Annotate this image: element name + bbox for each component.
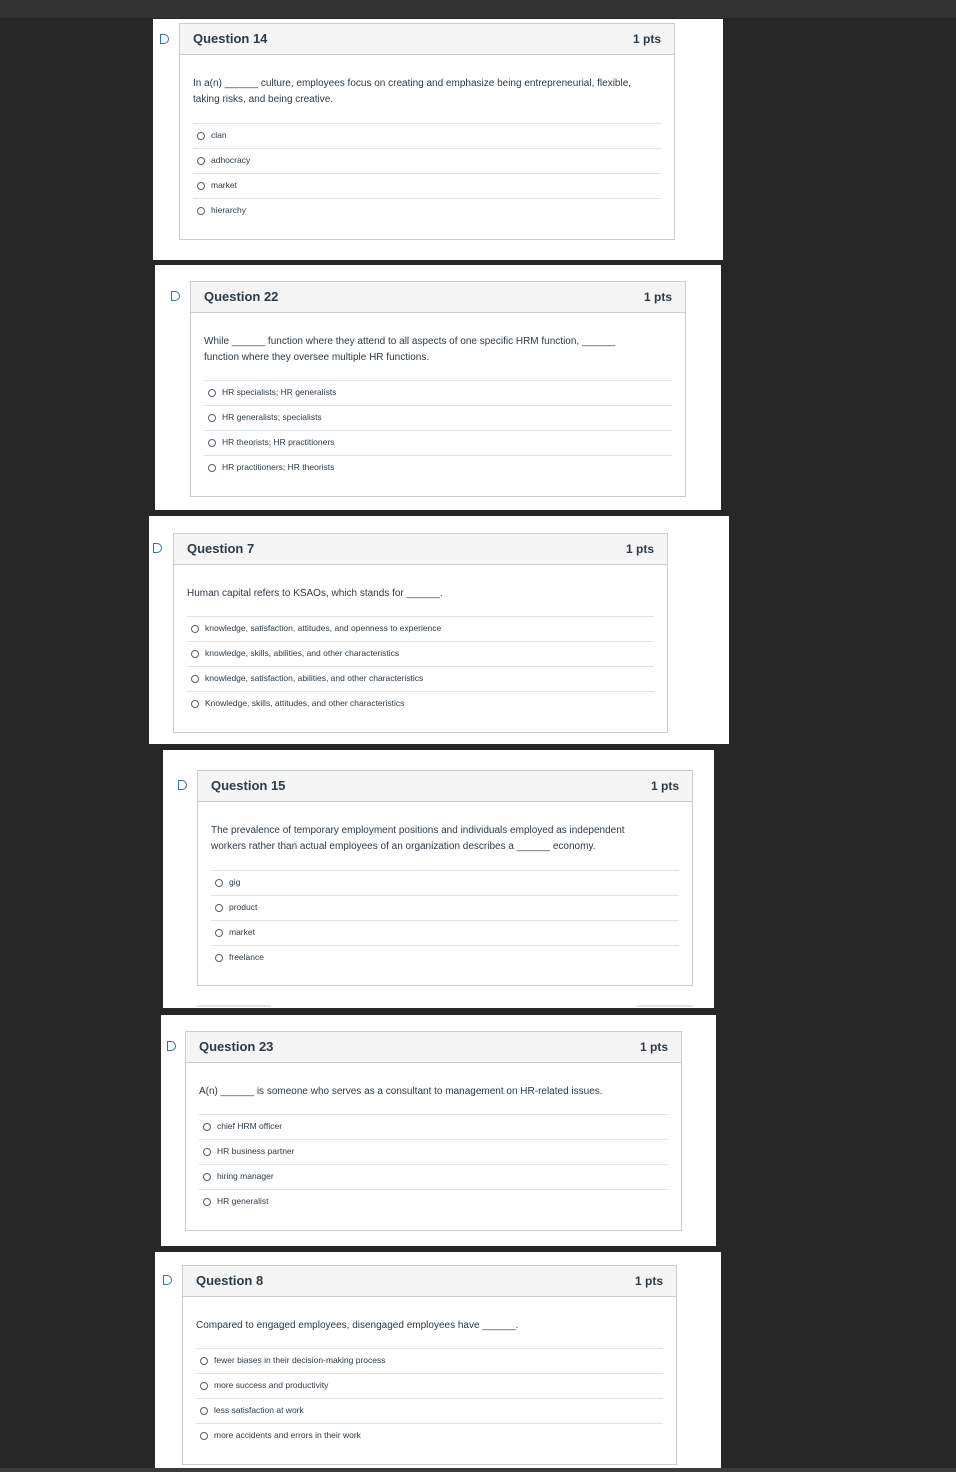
bookmark-flag-icon[interactable]	[160, 34, 169, 44]
answer-option[interactable]	[204, 405, 672, 430]
question-card	[173, 533, 668, 733]
radio-button[interactable]	[208, 389, 216, 397]
question-title: Question 7	[187, 541, 255, 556]
radio-button[interactable]	[203, 1198, 211, 1206]
answer-label: more accidents and errors in their work	[214, 1430, 361, 1440]
radio-button[interactable]	[197, 157, 205, 165]
bookmark-flag-icon[interactable]	[153, 543, 162, 553]
question-header	[180, 24, 674, 55]
answer-option[interactable]	[199, 1139, 668, 1164]
answer-label: HR theorists; HR practitioners	[222, 437, 335, 447]
answer-label: HR practitioners; HR theorists	[222, 462, 335, 472]
answer-option[interactable]	[211, 920, 679, 945]
radio-button[interactable]	[215, 879, 223, 887]
question-slice	[153, 19, 723, 260]
question-points: 1 pts	[639, 1040, 668, 1054]
answer-option[interactable]	[199, 1164, 668, 1189]
answer-option[interactable]	[196, 1398, 663, 1423]
question-header	[183, 1266, 676, 1297]
answer-label: HR generalist	[217, 1196, 269, 1206]
answer-label: HR business partner	[217, 1146, 295, 1156]
radio-button[interactable]	[197, 132, 205, 140]
bookmark-flag-icon[interactable]	[163, 1275, 172, 1285]
radio-button[interactable]	[197, 182, 205, 190]
question-title: Question 8	[196, 1273, 264, 1288]
question-card	[179, 23, 675, 240]
answer-label: fewer biases in their decision-making process	[214, 1355, 386, 1365]
question-header	[174, 534, 667, 565]
question-card	[197, 770, 693, 986]
radio-button[interactable]	[191, 675, 199, 683]
answer-option[interactable]	[204, 380, 672, 405]
question-text: The prevalence of temporary employment positions and individuals employed as independent workers rather than actual employees of an organization describes a ______ economy.	[211, 825, 625, 852]
radio-button[interactable]	[191, 700, 199, 708]
answer-label: adhocracy	[211, 155, 251, 165]
answer-label: knowledge, satisfaction, attitudes, and openness to experience	[205, 623, 442, 633]
question-card	[185, 1031, 682, 1231]
answer-label: knowledge, satisfaction, abilities, and other characteristics	[205, 673, 424, 683]
answer-option[interactable]	[204, 455, 672, 480]
question-slice	[149, 516, 729, 744]
question-header	[191, 282, 685, 313]
radio-button[interactable]	[197, 207, 205, 215]
bookmark-flag-icon[interactable]	[171, 291, 180, 301]
radio-button[interactable]	[203, 1173, 211, 1181]
radio-button[interactable]	[208, 439, 216, 447]
question-header	[186, 1032, 681, 1063]
answer-option[interactable]	[199, 1114, 668, 1139]
question-slice	[163, 750, 714, 1008]
answer-option[interactable]	[187, 616, 654, 641]
radio-button[interactable]	[200, 1407, 208, 1415]
answer-option[interactable]	[211, 895, 679, 920]
answer-option[interactable]	[193, 173, 661, 198]
question-title: Question 15	[211, 778, 286, 793]
answer-option[interactable]	[204, 430, 672, 455]
answer-label: gig	[229, 877, 241, 887]
bottom-bar	[0, 1468, 956, 1472]
question-slice	[155, 1252, 721, 1468]
answer-label: hiring manager	[217, 1171, 274, 1181]
question-card	[190, 281, 686, 497]
question-text: While ______ function where they attend to all aspects of one specific HRM function, ______ function where they oversee multiple HR functions.	[204, 336, 616, 363]
answer-list	[204, 380, 672, 480]
radio-button[interactable]	[200, 1382, 208, 1390]
answer-option[interactable]	[193, 198, 661, 223]
answer-label: less satisfaction at work	[214, 1405, 304, 1415]
answer-list	[211, 870, 679, 970]
question-title: Question 23	[199, 1039, 274, 1054]
question-card	[182, 1265, 677, 1465]
question-points: 1 pts	[632, 32, 661, 46]
radio-button[interactable]	[203, 1148, 211, 1156]
bookmark-flag-icon[interactable]	[178, 780, 187, 790]
question-points: 1 pts	[625, 542, 654, 556]
answer-option[interactable]	[193, 148, 661, 173]
radio-button[interactable]	[200, 1357, 208, 1365]
answer-option[interactable]	[187, 666, 654, 691]
question-title: Question 14	[193, 31, 268, 46]
answer-option[interactable]	[199, 1189, 668, 1214]
question-text: In a(n) ______ culture, employees focus on creating and emphasize being entrepreneurial, flexible, taking risks, and being creative.	[193, 78, 632, 105]
answer-label: chief HRM officer	[217, 1121, 283, 1131]
divider	[637, 1005, 693, 1007]
question-text: Human capital refers to KSAOs, which stands for ______.	[187, 588, 443, 599]
answer-option[interactable]	[193, 123, 661, 148]
answer-option[interactable]	[196, 1373, 663, 1398]
radio-button[interactable]	[191, 625, 199, 633]
answer-option[interactable]	[211, 870, 679, 895]
answer-label: HR generalists; specialists	[222, 412, 322, 422]
radio-button[interactable]	[191, 650, 199, 658]
answer-list	[193, 123, 661, 223]
answer-option[interactable]	[196, 1348, 663, 1373]
answer-label: more success and productivity	[214, 1380, 329, 1390]
radio-button[interactable]	[215, 929, 223, 937]
question-text: A(n) ______ is someone who serves as a consultant to management on HR-related issues.	[199, 1086, 603, 1097]
answer-label: hierarchy	[211, 205, 246, 215]
question-points: 1 pts	[650, 779, 679, 793]
bookmark-flag-icon[interactable]	[167, 1041, 176, 1051]
question-header	[198, 771, 692, 802]
question-points: 1 pts	[634, 1274, 663, 1288]
answer-option[interactable]	[211, 945, 679, 970]
radio-button[interactable]	[215, 904, 223, 912]
answer-label: knowledge, skills, abilities, and other characteristics	[205, 648, 400, 658]
answer-label: market	[229, 927, 255, 937]
divider	[197, 1005, 271, 1007]
answer-list	[196, 1348, 663, 1448]
question-slice	[155, 265, 721, 510]
question-title: Question 22	[204, 289, 279, 304]
answer-label: clan	[211, 130, 227, 140]
answer-list	[187, 616, 654, 716]
answer-list	[199, 1114, 668, 1214]
answer-label: freelance	[229, 952, 264, 962]
radio-button[interactable]	[208, 414, 216, 422]
answer-label: HR specialists; HR generalists	[222, 387, 337, 397]
answer-label: product	[229, 902, 258, 912]
answer-option[interactable]	[187, 691, 654, 716]
radio-button[interactable]	[203, 1123, 211, 1131]
answer-label: market	[211, 180, 237, 190]
answer-label: Knowledge, skills, attitudes, and other characteristics	[205, 698, 405, 708]
question-points: 1 pts	[643, 290, 672, 304]
answer-option[interactable]	[196, 1423, 663, 1448]
answer-option[interactable]	[187, 641, 654, 666]
radio-button[interactable]	[215, 954, 223, 962]
radio-button[interactable]	[208, 464, 216, 472]
radio-button[interactable]	[200, 1432, 208, 1440]
question-slice	[161, 1015, 716, 1246]
question-text: Compared to engaged employees, disengaged employees have ______.	[196, 1320, 519, 1331]
top-bar	[0, 0, 956, 18]
